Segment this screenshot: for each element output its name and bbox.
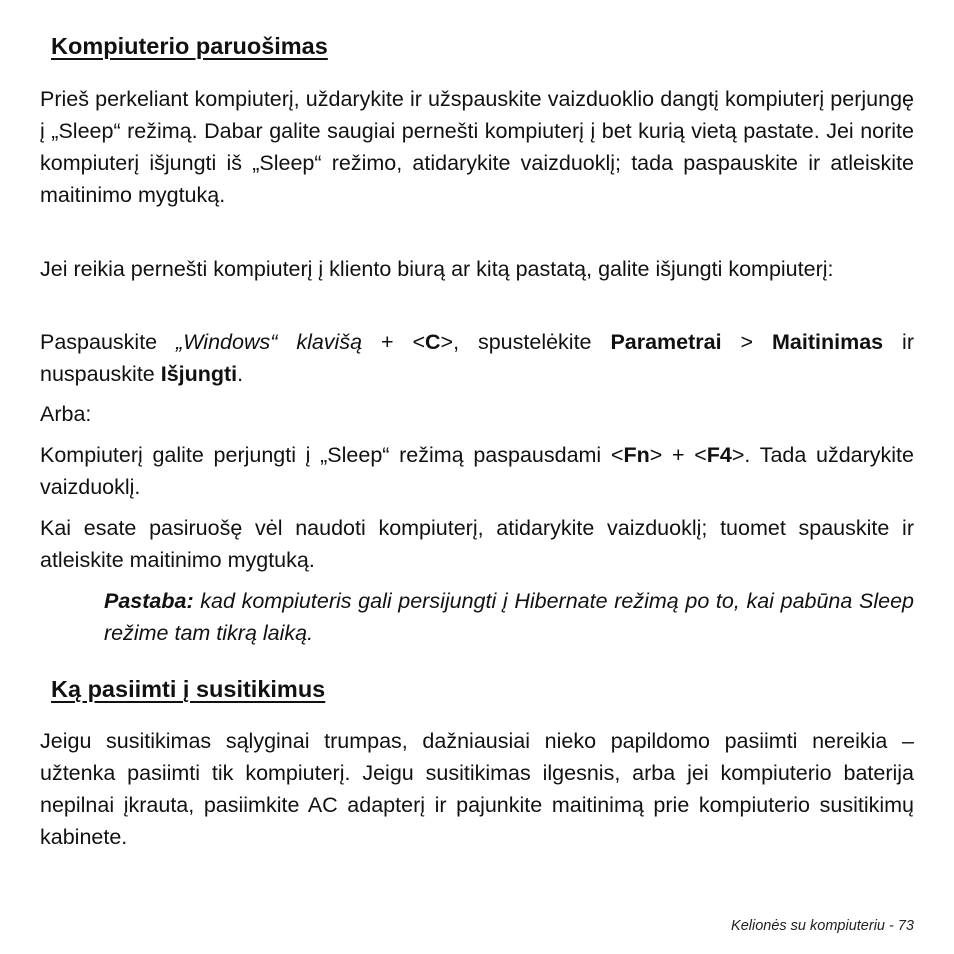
page-footer xyxy=(731,918,914,934)
key-f4: F4 xyxy=(706,443,732,467)
paragraph-before-moving: Prieš perkeliant kompiuterį, uždarykite ir užspauskite vaizduoklio dangtį kompiuterį perjungę į „Sleep“ režimą. Dabar galite saugiai pernešti kompiuterį į bet kurią vietą pastate. Jei norite kompiuterį išjungti iš „Sleep“ režimo, atidarykite vaizduoklį; tada paspauskite ir atleiskite maitinimo mygtuką. xyxy=(40,87,914,207)
footer-title: Kelionės su kompiuteriu - xyxy=(731,918,898,934)
note-hibernate: Pastaba: kad kompiuteris gali persijungti į Hibernate režimą po to, kai pabūna Sleep režime tam tikrą laiką. xyxy=(104,589,914,645)
paragraph-resume: Kai esate pasiruošę vėl naudoti kompiuterį, atidarykite vaizduoklį; tuomet spauskite ir atleiskite maitinimo mygtuką. xyxy=(40,516,914,572)
key-c: C xyxy=(425,330,441,354)
section-heading-meetings: Ką pasiimti į susitikimus xyxy=(51,676,326,702)
note-label: Pastaba: xyxy=(104,589,194,613)
menu-settings: Parametrai xyxy=(610,330,722,354)
menu-shutdown: Išjungti xyxy=(160,362,238,386)
menu-power: Maitinimas xyxy=(772,330,884,354)
paragraph-meetings: Jeigu susitikimas sąlyginai trumpas, dažniausiai nieko papildomo pasiimti nereikia – užtenka pasiimti tik kompiuterį. Jeigu susitikimas ilgesnis, arba jei kompiuterio baterija nepilnai įkrauta, pasiimkite AC adapterį ir pajunkite maitinimą prie kompiuterio susitikimų kabinete. xyxy=(40,729,914,849)
paragraph-sleep-shortcut: Kompiuterį galite perjungti į „Sleep“ režimą paspausdami <Fn> + <F4>. Tada uždarykite vaizduoklį. xyxy=(40,443,914,499)
windows-key-text: „Windows“ klavišą xyxy=(176,330,363,354)
paragraph-or: Arba: xyxy=(40,402,92,426)
key-fn: Fn xyxy=(623,443,650,467)
page-number: 73 xyxy=(897,918,914,934)
section-heading-preparation: Kompiuterio paruošimas xyxy=(51,33,328,59)
paragraph-other-building: Jei reikia pernešti kompiuterį į kliento biurą ar kitą pastatą, galite išjungti kompiuterį: xyxy=(40,257,834,281)
paragraph-shutdown-steps: Paspauskite „Windows“ klavišą + <C>, spustelėkite Parametrai > Maitinimas ir nuspauskite Išjungti. xyxy=(40,330,914,386)
